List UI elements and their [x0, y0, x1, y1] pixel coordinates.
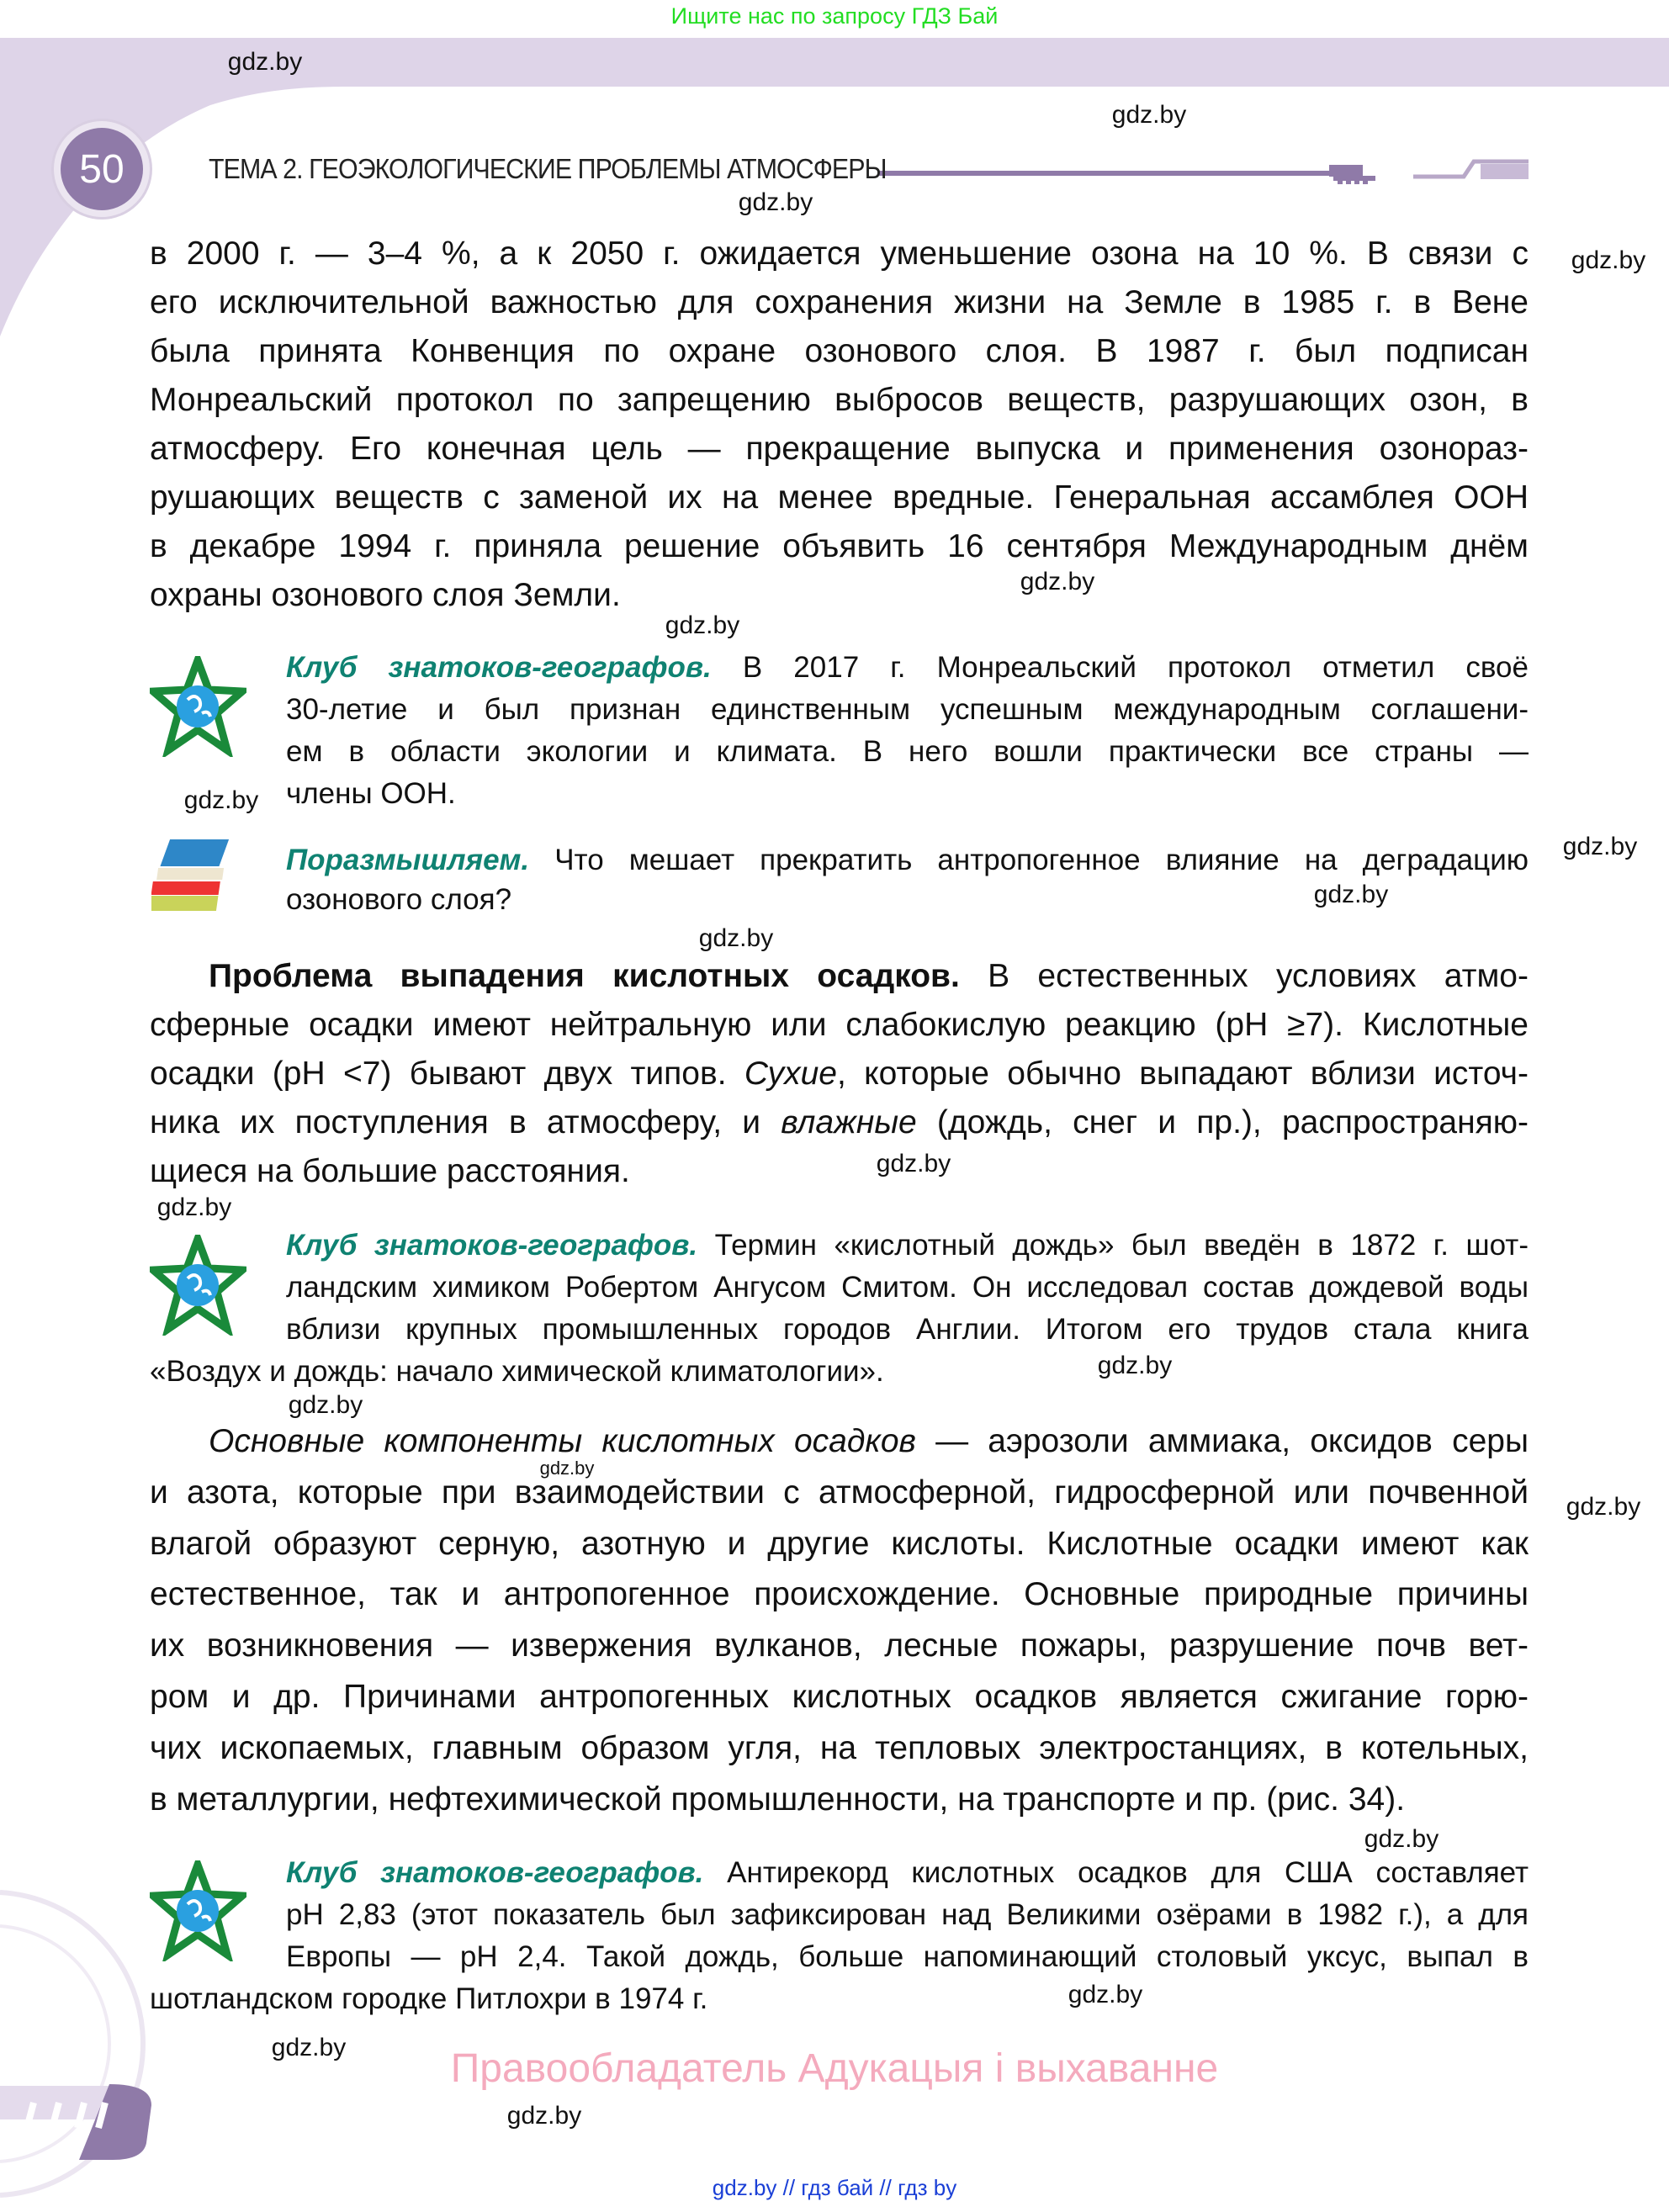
text-line	[150, 1569, 1529, 1621]
copyright-notice: Правообладатель Адукацыя і выхаванне	[450, 2046, 1219, 2091]
text-run: Основные компоненты кислотных осадков	[209, 1423, 916, 1459]
text-line	[150, 1519, 1529, 1570]
section-title: Клуб знатоков-географов.	[286, 651, 712, 684]
section-title: Клуб знатоков-географов.	[286, 1856, 704, 1889]
text-line	[150, 1852, 1529, 1894]
text-run: ландским химиком Робертом Ангусом Смитом. Он исследовал состав дождевой воды	[286, 1271, 1529, 1304]
text-line	[286, 689, 1529, 731]
text-run: Проблема выпадения кислотных осадков.	[209, 958, 960, 994]
watermark: gdz.by	[183, 786, 259, 814]
text-run: охраны озонового слоя Земли.	[150, 577, 621, 613]
text-run: шотландском городке Питлохри в 1974 г.	[150, 1982, 708, 2015]
text-run: щиеся на большие расстояния.	[150, 1153, 630, 1189]
watermark: gdz.by	[1097, 1352, 1173, 1379]
books-stack-icon	[151, 833, 244, 925]
watermark: gdz.by	[738, 188, 813, 216]
text-run: ника их поступления в атмосферу, и	[150, 1104, 782, 1140]
text-line	[150, 1001, 1529, 1050]
section-title: Клуб знатоков-географов.	[286, 1229, 698, 1262]
text-line	[286, 647, 1529, 689]
text-run: Антирекорд кислотных осадков для США составляет	[703, 1856, 1529, 1889]
club-note-montreal	[286, 647, 1529, 815]
text-line	[150, 1147, 1529, 1196]
text-run: ром и др. Причинами антропогенных кислотных осадков является сжигание горю-	[150, 1678, 1529, 1715]
text-run: В 2017 г. Монреальский протокол отметил своё	[711, 651, 1529, 684]
text-line	[150, 1050, 1529, 1098]
section-title: Поразмышляем.	[286, 844, 530, 876]
text-line	[286, 731, 1529, 773]
text-run: pH 2,83 (этот показатель был зафиксирован над Великими озёрами в 1982 г.), а для	[286, 1898, 1529, 1931]
watermark: gdz.by	[876, 1150, 951, 1177]
geographers-club-icon	[150, 656, 246, 761]
text-run: естественное, так и антропогенное происхождение. Основные природные причины	[150, 1576, 1529, 1613]
bottom-links[interactable]: gdz.by // гдз бай // гдз by	[712, 2175, 957, 2200]
text-line	[150, 1309, 1529, 1351]
text-run: Сухие	[744, 1056, 837, 1092]
text-run: , которые обычно выпадают вблизи источ-	[836, 1056, 1529, 1092]
text-line	[150, 1468, 1529, 1519]
text-run: сферные осадки имеют нейтральную или слабокислую реакцию (pH ≥7). Кислотные	[150, 1007, 1529, 1043]
watermark: gdz.by	[1562, 833, 1638, 860]
text-run: (дождь, снег и пр.), распространяю-	[916, 1104, 1529, 1140]
text-run: рушающих веществ с заменой их на менее вредные. Генеральная ассамблея ООН	[150, 479, 1529, 516]
club-note-record	[150, 1852, 1529, 2020]
watermark: gdz.by	[698, 924, 774, 952]
paragraph-acid-components	[150, 1416, 1529, 1825]
text-run: их возникновения — извержения вулканов, лесные пожары, разрушение почв вет-	[150, 1627, 1529, 1664]
text-run: Что мешает прекратить антропогенное влияние на деградацию	[529, 844, 1529, 876]
text-run: В естественных условиях атмо-	[959, 958, 1529, 994]
text-line	[150, 1672, 1529, 1723]
text-line	[150, 1894, 1529, 1936]
text-line	[150, 230, 1529, 278]
text-run: осадки (pH <7) бывают двух типов.	[150, 1056, 744, 1092]
watermark: gdz.by	[539, 1458, 595, 1479]
text-run: его исключительной важностью для сохранения жизни на Земле в 1985 г. в Вене	[150, 284, 1529, 320]
text-line	[150, 376, 1529, 425]
text-line	[150, 327, 1529, 376]
text-run: была принята Конвенция по охране озонового слоя. В 1987 г. был подписан	[150, 333, 1529, 369]
text-run: в 2000 г. — 3–4 %, а к 2050 г. ожидается уменьшение озона на 10 %. В связи с	[150, 235, 1529, 272]
text-line	[150, 425, 1529, 474]
text-line	[150, 1098, 1529, 1147]
text-run: Монреальский протокол по запрещению выбросов веществ, разрушающих озон, в	[150, 382, 1529, 418]
text-line	[150, 1351, 1529, 1393]
text-line	[150, 1267, 1529, 1309]
text-run: и азота, которые при взаимодействии с атмосферной, гидросферной или почвенной	[150, 1474, 1529, 1511]
text-line	[150, 1225, 1529, 1267]
paragraph-ozone	[150, 230, 1529, 620]
text-line	[150, 1775, 1529, 1826]
text-run: озонового слоя?	[286, 883, 512, 916]
text-run: чих ископаемых, главным образом угля, на тепловых электростанциях, в котельных,	[150, 1729, 1529, 1766]
text-run: ем в области экологии и климата. В него вошли практически все страны —	[286, 735, 1529, 768]
watermark: gdz.by	[1364, 1825, 1439, 1853]
text-run: влагой образуют серную, азотную и другие кислоты. Кислотные осадки имеют как	[150, 1525, 1529, 1562]
text-line	[286, 773, 1529, 815]
chapter-title: ТЕМА 2. ГЕОЭКОЛОГИЧЕСКИЕ ПРОБЛЕМЫ АТМОСФЕРЫ	[209, 153, 887, 184]
text-line	[150, 1936, 1529, 1978]
text-run: атмосферу. Его конечная цель — прекращение выпуска и применения озонораз-	[150, 431, 1529, 467]
watermark: gdz.by	[156, 1193, 232, 1221]
club-note-smith	[150, 1225, 1529, 1393]
paragraph-acid-rain	[150, 952, 1529, 1196]
text-line	[150, 1723, 1529, 1775]
text-run: 30-летие и был признан единственным успешным международным соглашени-	[286, 693, 1529, 726]
top-search-banner[interactable]: Ищите нас по запросу ГДЗ Бай	[670, 3, 999, 29]
text-run: Европы — pH 2,4. Такой дождь, больше напоминающий столовый уксус, выпал в	[286, 1940, 1529, 1973]
watermark: gdz.by	[665, 611, 740, 639]
watermark: gdz.by	[271, 2034, 347, 2061]
text-line	[150, 1978, 1529, 2020]
text-line	[150, 474, 1529, 522]
watermark: gdz.by	[288, 1391, 363, 1419]
text-run: Термин «кислотный дождь» был введён в 1872 г. шот-	[697, 1229, 1529, 1262]
watermark: gdz.by	[1068, 1981, 1143, 2008]
watermark: gdz.by	[1111, 101, 1187, 129]
text-run: в декабре 1994 г. приняла решение объявить 16 сентября Международным днём	[150, 528, 1529, 564]
watermark: gdz.by	[506, 2102, 582, 2130]
watermark: gdz.by	[1566, 1493, 1641, 1521]
text-line	[150, 1621, 1529, 1672]
text-run: влажные	[781, 1104, 917, 1140]
text-run: «Воздух и дождь: начало химической климатологии».	[150, 1355, 884, 1388]
watermark: gdz.by	[227, 48, 303, 76]
text-line	[150, 522, 1529, 571]
text-line	[150, 571, 1529, 620]
text-line	[150, 278, 1529, 327]
text-run: вблизи крупных промышленных городов Англии. Итогом его трудов стала книга	[286, 1313, 1529, 1346]
text-line	[150, 952, 1529, 1001]
watermark: gdz.by	[1020, 568, 1095, 595]
watermark: gdz.by	[1313, 881, 1389, 908]
text-line	[286, 840, 1529, 880]
text-run: — аэрозоли аммиака, оксидов серы	[915, 1423, 1529, 1459]
text-line	[150, 1416, 1529, 1468]
watermark: gdz.by	[1571, 246, 1646, 274]
text-run: в металлургии, нефтехимической промышленности, на транспорте и пр. (рис. 34).	[150, 1781, 1406, 1818]
page-number: 50	[61, 128, 143, 210]
text-run: члены ООН.	[286, 777, 456, 810]
